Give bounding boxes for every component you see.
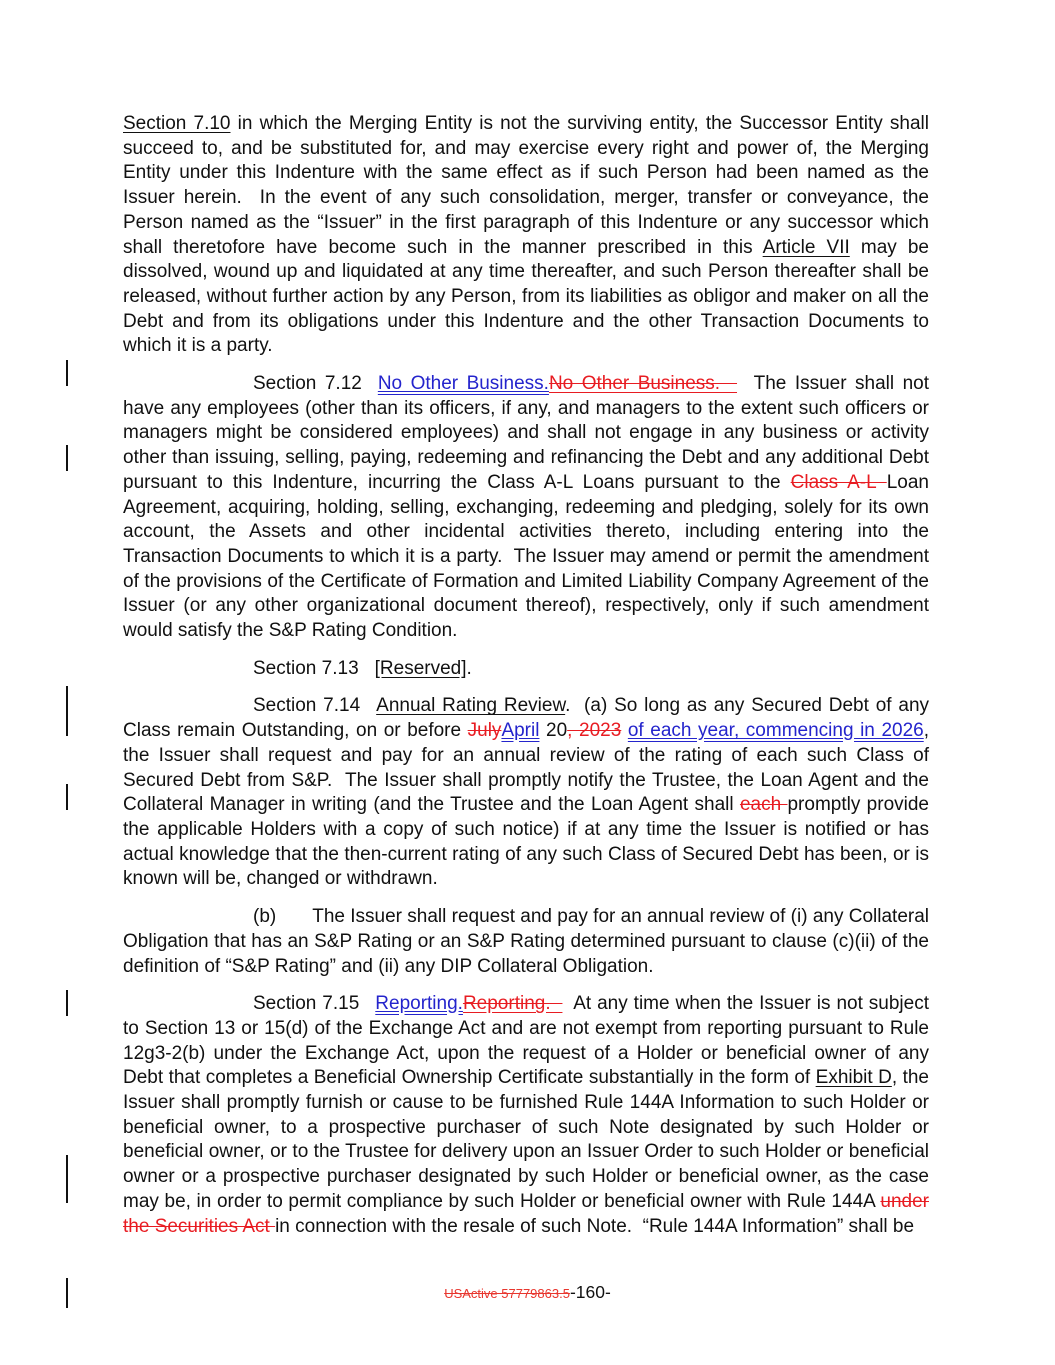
text-run: . [466, 657, 472, 679]
text-run: Section 7.13 [253, 657, 359, 679]
inserted-text-run: Reporting. [375, 993, 463, 1015]
text-run: Section 7.15 [253, 993, 360, 1015]
footer-file-reference-deleted: USActive 57779863.5 [444, 1286, 570, 1301]
underlined-text-run: Article VII [762, 236, 850, 258]
inserted-text-run: No Other Business. [377, 373, 549, 395]
text-run: , the Issuer shall request and pay for an annual review of the rating of each such Class of Secured Debt from S&P. The Issuer shall promptly notify the Trustee, the Loan Agent and the Collateral Manager in writing (and the Trustee and the Loan Agent shall [123, 720, 929, 816]
text-run: may be dissolved, wound up and liquidated at any time thereafter, and such Person thereafter shall be released, without further action by any Person, from its liabilities as obligor and maker on all the Debt and from its obligations under this Indenture and the other Transaction Documents to which it is a party. [123, 236, 929, 357]
deleted-text-run: No Other Business. [548, 373, 738, 395]
para-section-7-12-no-other-business [123, 372, 929, 644]
underlined-text-run: Exhibit D [815, 1067, 892, 1089]
para-section-7-13-reserved [123, 657, 929, 682]
deleted-text-run: Reporting. [462, 993, 563, 1015]
deleted-text-run: Class A-L [790, 471, 887, 493]
text-run: (b) [253, 906, 277, 928]
change-bar [66, 360, 68, 386]
para-section-7-15-reporting [123, 992, 929, 1239]
change-bar [66, 990, 68, 1016]
document-text-body [123, 112, 929, 1252]
para-section-7-10-continuation [123, 112, 929, 359]
text-run: Loan Agreement, acquiring, holding, selling, exchanging, redeeming and pledging, solely for its own account, the Assets and other incidental activities thereto, including entering into the Transaction Documents to which it is a party. The Issuer may amend or permit the amendment of the provisions of the Certificate of Formation and Limited Liability Company Agreement of the Issuer (or any other organizational document thereof), respectively, only if such amendment would satisfy the S&P Rating Condition. [123, 471, 929, 642]
footer-page-number: -160- [569, 1282, 611, 1302]
text-run: in which the Merging Entity is not the surviving entity, the Successor Entity shall succeed to, and be substituted for, and may exercise every right and power of, the Merging Entity under this Indenture with the same effect as if such Person had been named as the Issuer herein. In the event of any such consolidation, merger, transfer or conveyance, the Person named as the “Issuer” in the first paragraph of this Indenture or any successor which shall theretofore have become such in the manner prescribed in this [123, 113, 929, 258]
text-run: in connection with the resale of such Note. “Rule 144A Information” shall be [275, 1215, 915, 1237]
text-run: Section 7.12 [253, 373, 362, 395]
text-run: The Issuer shall not have any employees (other than its officers, if any, and managers to the extent such officers or managers might be considered employees) and shall not engage in any business or activity other than issuing, selling, paying, redeeming and refinancing the Debt and any additional Debt pursuant to this Indenture, incurring the Class A-L Loans pursuant to the [123, 373, 929, 493]
text-run: promptly provide the applicable Holders with a copy of such notice) if at any time the Issuer is notified or has actual knowledge that the then-current rating of any such Class of Secured Debt has been, or is known will be, changed or withdrawn. [123, 794, 929, 890]
change-bar [66, 686, 68, 736]
change-bar [66, 1155, 68, 1203]
change-bar [66, 445, 68, 471]
text-run: The Issuer shall request and pay for an annual review of (i) any Collateral Obligation that has an S&P Rating or an S&P Rating determined pursuant to clause (c)(ii) of the definition of “S&P Rating” and (ii) any DIP Collateral Obligation. [123, 906, 930, 977]
inserted-text-run: April [501, 720, 540, 742]
deleted-text-run: under the Securities Act [123, 1190, 929, 1237]
page-footer [0, 1282, 1055, 1303]
underlined-text-run: Annual Rating Review [376, 695, 566, 717]
text-run: Section 7.14 [253, 695, 361, 717]
para-section-7-14-annual-rating-review [123, 694, 929, 892]
text-run: 20 [539, 720, 568, 742]
inserted-text-run: of each year, commencing in 2026 [627, 720, 924, 742]
underlined-text-run: Section 7.10 [123, 113, 231, 134]
change-bar [66, 784, 68, 810]
para-section-7-14-b [123, 905, 929, 979]
deleted-text-run: each [739, 794, 788, 816]
text-run: At any time when the Issuer is not subject to Section 13 or 15(d) of the Exchange Act and are not exempt from reporting pursuant to Rule 12g3-2(b) under the Exchange Act, upon the request of a Holder or beneficial owner of any Debt that completes a Beneficial Ownership Certificate substantially in the form of [123, 993, 929, 1089]
deleted-text-run: , 2023 [567, 720, 622, 742]
deleted-text-run: July [467, 720, 502, 742]
text-run [621, 720, 628, 741]
text-run: . (a) So long as any Secured Debt of any Class remain Outstanding, on or before [123, 695, 930, 742]
underlined-text-run: [Reserved] [374, 657, 467, 679]
text-run: , the Issuer shall promptly furnish or cause to be furnished Rule 144A Information to such Holder or beneficial owner, to a prospective purchaser of such Note designated by such Holder or beneficial owner, or to the Trustee for delivery upon an Issuer Order to such Holder or beneficial owner or a prospective purchaser designated by such Holder or beneficial owner, as the case may be, in order to permit compliance by such Holder or beneficial owner with Rule 144A [123, 1067, 929, 1212]
